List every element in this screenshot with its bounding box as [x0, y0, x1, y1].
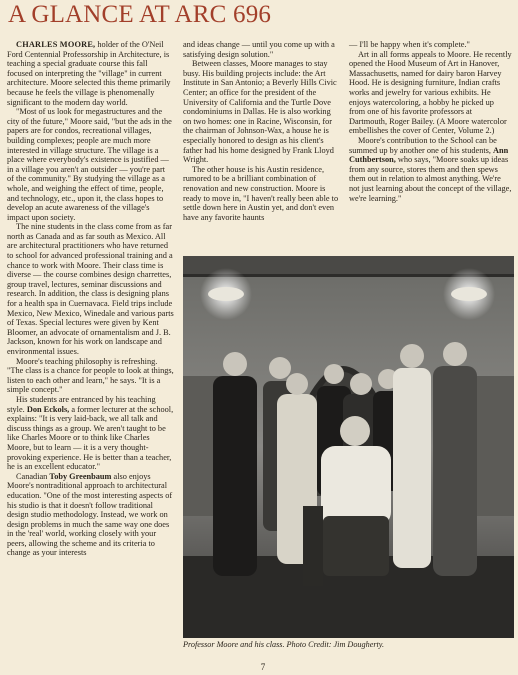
- class-photo-illustration: [183, 256, 514, 638]
- paragraph: [7, 40, 174, 107]
- paragraph: Art in all forms appeals to Moore. He recently opened the Hood Museum of Art in Hanover, Massachusetts, named for dairy baron Harvey Hood. He is designing furniture, Indian crafts works and jewelry for various exhibits. He enjoys watercoloring, a hobby he picked up from one of his favorite professors at Dartmouth, Roger Bailey. (A Moore watercolor embellishes the cover of Center, Volume 2.): [349, 49, 512, 136]
- paragraph: and ideas change — until you come up with a satisfying design solution.": [183, 40, 335, 59]
- paragraph: [349, 136, 512, 203]
- page-number: 7: [260, 662, 266, 672]
- class-photo: [183, 256, 514, 638]
- paragraph: [7, 472, 174, 558]
- paragraph: The nine students in the class come from as far north as Canada and as far south as Mexico. All are architectural practitioners who have returned to school for advanced professional training and a chance to work with Moore. Their class time is diverse — the course combines design charrettes, group travel, lectures, seminar discussions and research. In addition, the class is designing plans for a health spa in Cuernavaca. Field trips include Mexico, New Mexico, Winedale and various parts of Texas. Special lectures were given by Kent Bloomer, an advocate of ornamentalism and J. B. Jackson, known for his work on landscape and environmental issues.: [7, 222, 174, 356]
- photo-caption: Professor Moore and his class. Photo Credit: Jim Dougherty.: [183, 640, 385, 649]
- paragraph: Between classes, Moore manages to stay busy. His building projects include: the Art Institute in San Antonio; a Beverly Hills Civic Center; an office for the president of the University of California and the Turtle Dove condominiums in Dallas. He is also working on two homes: one in Racine, Wisconsin, for the chairman of Johnson-Wax, a house he is especially honored to design as his client's father had his home designed by Frank Lloyd Wright.: [183, 59, 337, 165]
- paragraph-text: also enjoys Moore's nontraditional approach to architectural education. "One of the most interesting aspects of his studio is that it doesn't follow traditional design studio methodology. Instead, we work on design problems in much the same way one does in the 'real' world, working closely with your peers, allowing the scheme and its criteria to change as your interests: [7, 471, 173, 558]
- student-name: Toby Greenbaum: [49, 471, 112, 481]
- paragraph: Moore's teaching philosophy is refreshing. "The class is a chance for people to look at things, listen to each other and learn," he says. "It is a simple concept.": [7, 356, 174, 395]
- paragraph-text: holder of the O'Neil Ford Centennial Professorship in Architecture, is teaching a special graduate course this fall focused on interpreting the "village" in current architecture. Moore selected this theme primarily because he feels the village is phenomenally significant to the modern day world.: [7, 40, 171, 107]
- column-1: [7, 40, 174, 558]
- student-name: Don Eckols,: [26, 404, 70, 414]
- paragraph: The other house is his Austin residence, rumored to be a brilliant combination of renovation and new construction. Moore is ready to move in, "I haven't really been able to settle down here in Austin yet, and don't even have any favorite haunts: [183, 164, 339, 222]
- paragraph-text: His students are entranced by his teaching style.: [7, 394, 156, 414]
- student-name: Ann Cuthbertson,: [349, 145, 509, 165]
- article-title: A GLANCE AT ARC 696: [8, 1, 272, 28]
- paragraph-text: Canadian: [16, 471, 50, 481]
- paragraph: [7, 395, 174, 472]
- paragraph: "Most of us look for megastructures and the city of the future," Moore said, "but the ads in the papers are for condos, recreational villages, building complexes; people are much more interested in village structure. The village is a place where everybody's existence is justified — in a village you aren't an outsider — you're part of the community." By studying the village as a whole, and weighing the effect of time, people, and technology, etc., upon it, the class hopes to develop an acute awareness of the village's impact upon society.: [7, 107, 172, 222]
- paragraph-text: who says, "Moore soaks up ideas from any source, stores them and then spews them out in relation to almost anything. We're not just learning about the concept of the village, we're learning.": [349, 155, 512, 203]
- paragraph: — I'll be happy when it's complete.": [349, 40, 470, 49]
- lead-name: CHARLES MOORE,: [16, 40, 96, 49]
- paragraph-text: a former lecturer at the school, explains: "It is very laid-back, we all talk and discuss things as a group. We aren't taught to be like Charles Moore or to think like Charles Moore, but to learn — it is a very thought-provoking experience. He is better than a teacher, he is an excellent educator.": [7, 404, 174, 472]
- column-2: [183, 40, 341, 222]
- column-3: [349, 40, 512, 203]
- paragraph-text: Moore's contribution to the School can be summed up by another one of his students,: [349, 135, 497, 155]
